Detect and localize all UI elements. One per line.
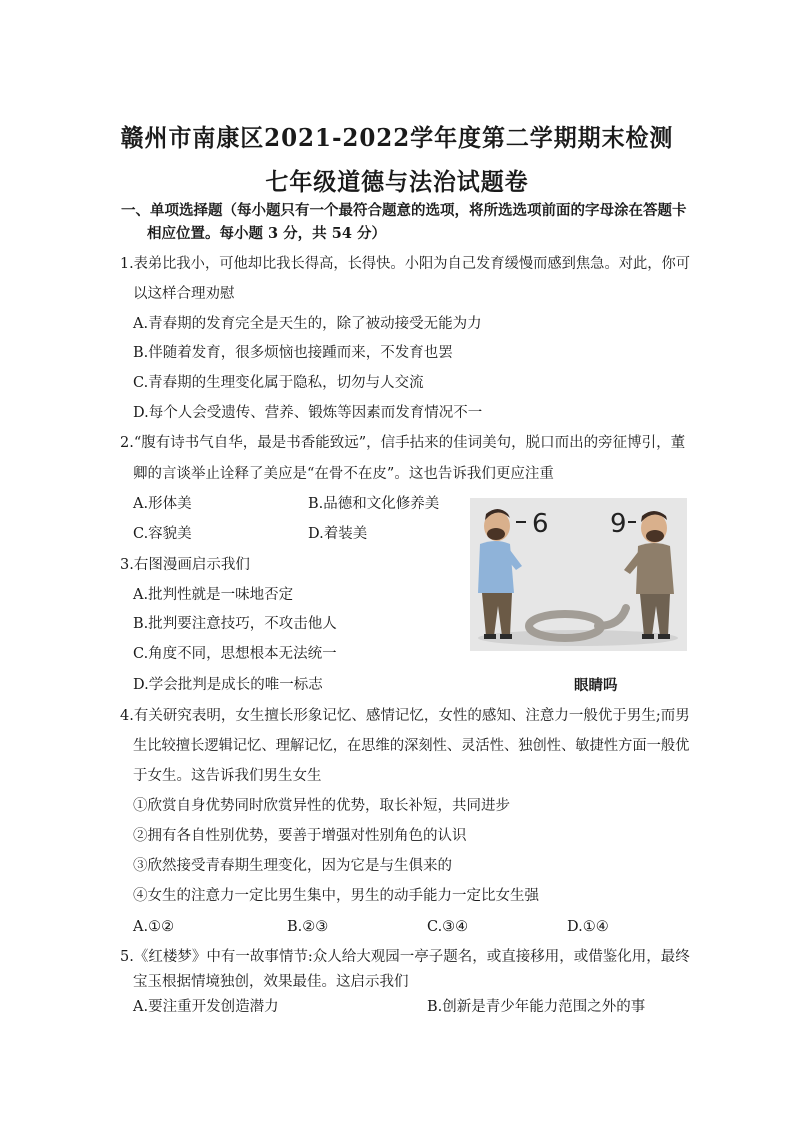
option-d: D.①④ (567, 919, 609, 935)
right-speech-label: 9 (610, 509, 627, 539)
option-c: C.角度不同，思想根本无法统一 (133, 646, 337, 662)
question-stem: 2.“腹有诗书气自华，最是书香能致远”，信手拈来的佳词美句，脱口而出的旁征博引，董 (120, 435, 686, 451)
option-a: A.要注重开发创造潜力 (133, 999, 279, 1015)
option-c: C.容貌美 (133, 526, 192, 542)
option-a: A.批判性就是一味地否定 (133, 587, 294, 603)
option-d: D.学会批判是成长的唯一标志 (133, 677, 323, 693)
image-caption: 眼睛吗 (574, 677, 618, 694)
option-b: B.品德和文化修养美 (308, 496, 440, 512)
cartoon-image (470, 498, 687, 651)
statement-3: ③欣然接受青春期生理变化，因为它是与生俱来的 (133, 858, 452, 874)
question-stem: 5.《红楼梦》中有一故事情节:众人给大观园一亭子题名，或直接移用，或借鉴化用，最终 (120, 949, 690, 965)
section-heading-cont: 相应位置。每小题 3 分，共 54 分） (147, 225, 386, 242)
statement-1: ①欣赏自身优势同时欣赏异性的优势，取长补短，共同进步 (133, 798, 510, 814)
option-a: A.形体美 (133, 496, 192, 512)
option-a: A.青春期的发育完全是天生的，除了被动接受无能为力 (133, 316, 482, 332)
option-a: A.①② (133, 919, 175, 935)
question-stem-cont: 以这样合理劝慰 (133, 286, 235, 302)
option-d: D.着装美 (308, 526, 368, 542)
title-line-2: 七年级道德与法治试题卷 (265, 167, 529, 196)
question-stem: 4.有关研究表明，女生擅长形象记忆、感情记忆，女性的感知、注意力一般优于男生;而男 (120, 708, 690, 724)
section-heading: 一、单项选择题（每小题只有一个最符合题意的选项，将所选选项前面的字母涂在答题卡 (121, 202, 687, 219)
question-stem-cont: 于女生。这告诉我们男生女生 (133, 768, 322, 784)
option-b: B.创新是青少年能力范围之外的事 (427, 999, 646, 1015)
question-stem-cont: 宝玉根据情境独创，效果最佳。这启示我们 (133, 974, 409, 990)
statement-2: ②拥有各自性别优势，要善于增强对性别角色的认识 (133, 828, 467, 844)
left-speech-label: 6 (532, 509, 549, 539)
title-line-1: 赣州市南康区2021-2022学年度第二学期期末检测 (120, 123, 674, 152)
question-stem: 3.右图漫画启示我们 (120, 557, 250, 573)
option-d: D.每个人会受遗传、营养、锻炼等因素而发育情况不一 (133, 405, 483, 421)
option-b: B.批判要注意技巧，不攻击他人 (133, 616, 337, 632)
question-stem: 1.表弟比我小，可他却比我长得高，长得快。小阳为自己发育缓慢而感到焦急。对此，你可 (120, 256, 691, 272)
question-stem-cont: 卿的言谈举止诠释了美应是“在骨不在皮”。这也告诉我们更应注重 (133, 466, 554, 482)
question-stem-cont: 生比较擅长逻辑记忆、理解记忆，在思维的深刻性、灵活性、独创性、敏捷性方面一般优 (133, 738, 690, 754)
option-c: C.青春期的生理变化属于隐私，切勿与人交流 (133, 375, 424, 391)
option-c: C.③④ (427, 919, 469, 935)
statement-4: ④女生的注意力一定比男生集中，男生的动手能力一定比女生强 (133, 888, 539, 904)
option-b: B.②③ (287, 919, 329, 935)
option-b: B.伴随着发育，很多烦恼也接踵而来，不发育也罢 (133, 345, 453, 361)
